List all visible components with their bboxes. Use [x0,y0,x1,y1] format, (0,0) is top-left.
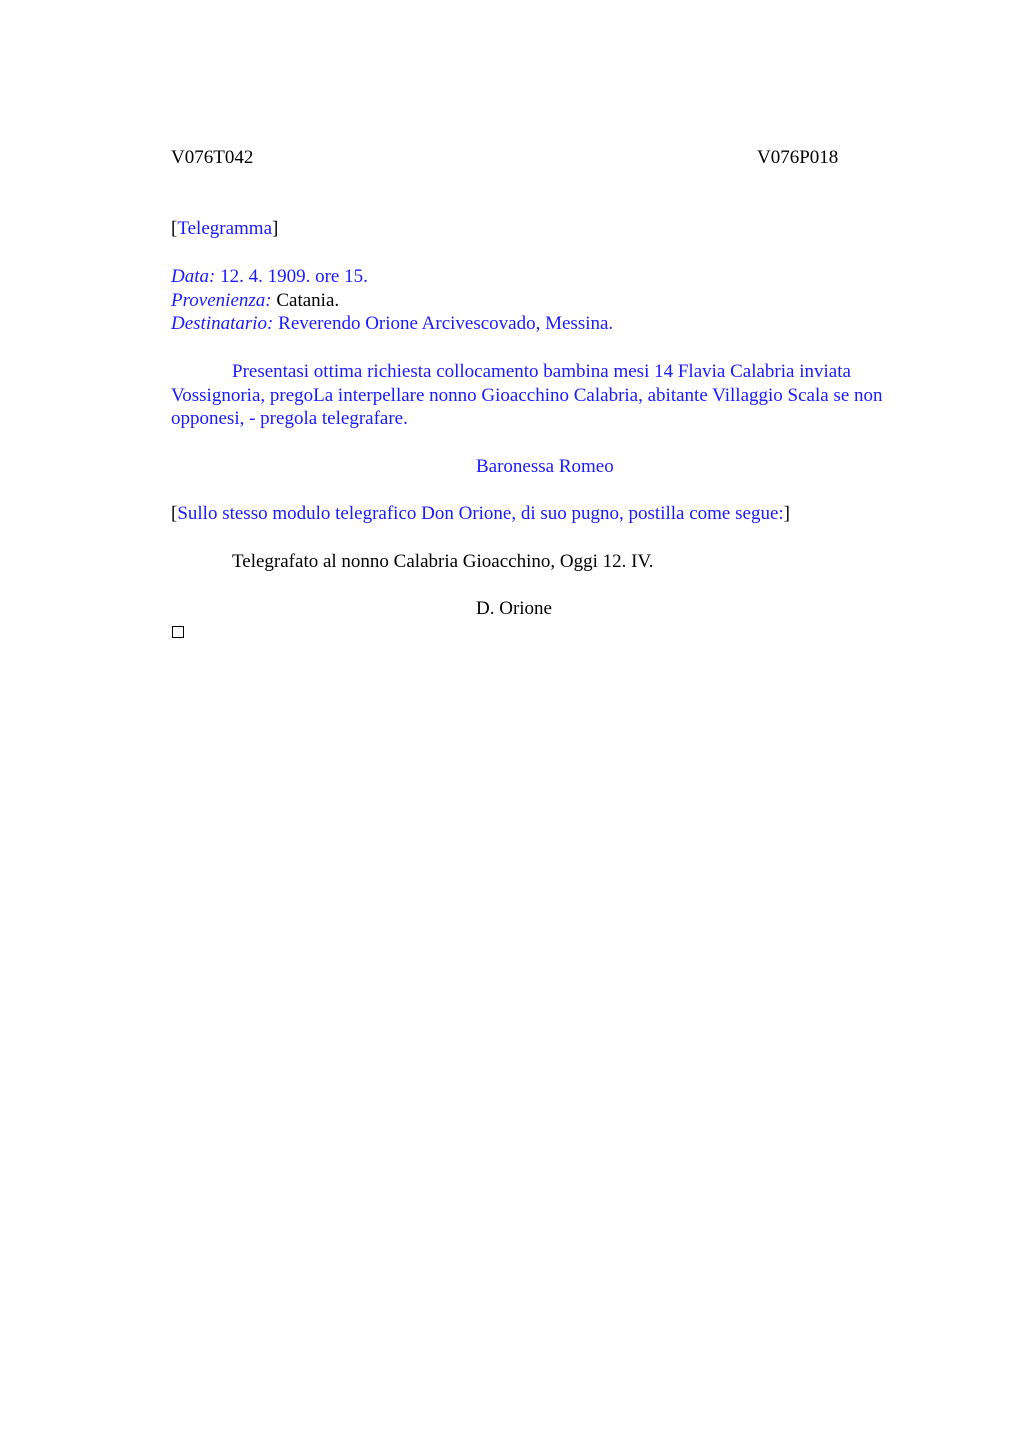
handwritten-annotation: Telegrafato al nonno Calabria Gioacchino, Oggi 12. IV. [232,551,654,572]
meta-date-row [171,265,613,289]
document-type-line [171,217,278,241]
meta-origin-value: Catania. [276,289,340,311]
editor-note-text: Sullo stesso modulo telegrafico Don Orione, di suo pugno, postilla come segue: [177,503,784,524]
end-of-document-box-icon [172,626,184,638]
telegram-body: Presentasi ottima richiesta collocamento bambina mesi 14 Flavia Calabria inviata Vossignoria, pregoLa interpellare nonno Gioacchino Calabria, abitante Villaggio Scala se non opponesi, - pregola telegrafare. [171,361,883,429]
close-bracket: ] [272,218,279,239]
note-close-bracket: ] [783,503,790,524]
document-type-label: Telegramma [177,218,273,239]
annotation-signature: D. Orione [476,598,552,619]
telegram-sender: Baronessa Romeo [476,456,614,477]
note-open-bracket: [ [171,503,178,524]
open-bracket: [ [171,218,178,239]
meta-date-value: 12. 4. 1909. ore 15. [220,266,368,287]
meta-date-label: Data: [171,266,216,287]
meta-origin-label: Provenienza: [171,289,272,311]
meta-recipient-value: Reverendo Orione Arcivescovado, Messina. [278,313,614,334]
meta-recipient-label: Destinatario: [171,313,274,334]
meta-origin-row [171,289,613,313]
editor-note [171,502,790,526]
document-code-left: V076T042 [171,147,254,168]
document-code-right: V076P018 [757,147,839,168]
telegram-metadata [171,265,613,336]
meta-recipient-row [171,312,613,336]
